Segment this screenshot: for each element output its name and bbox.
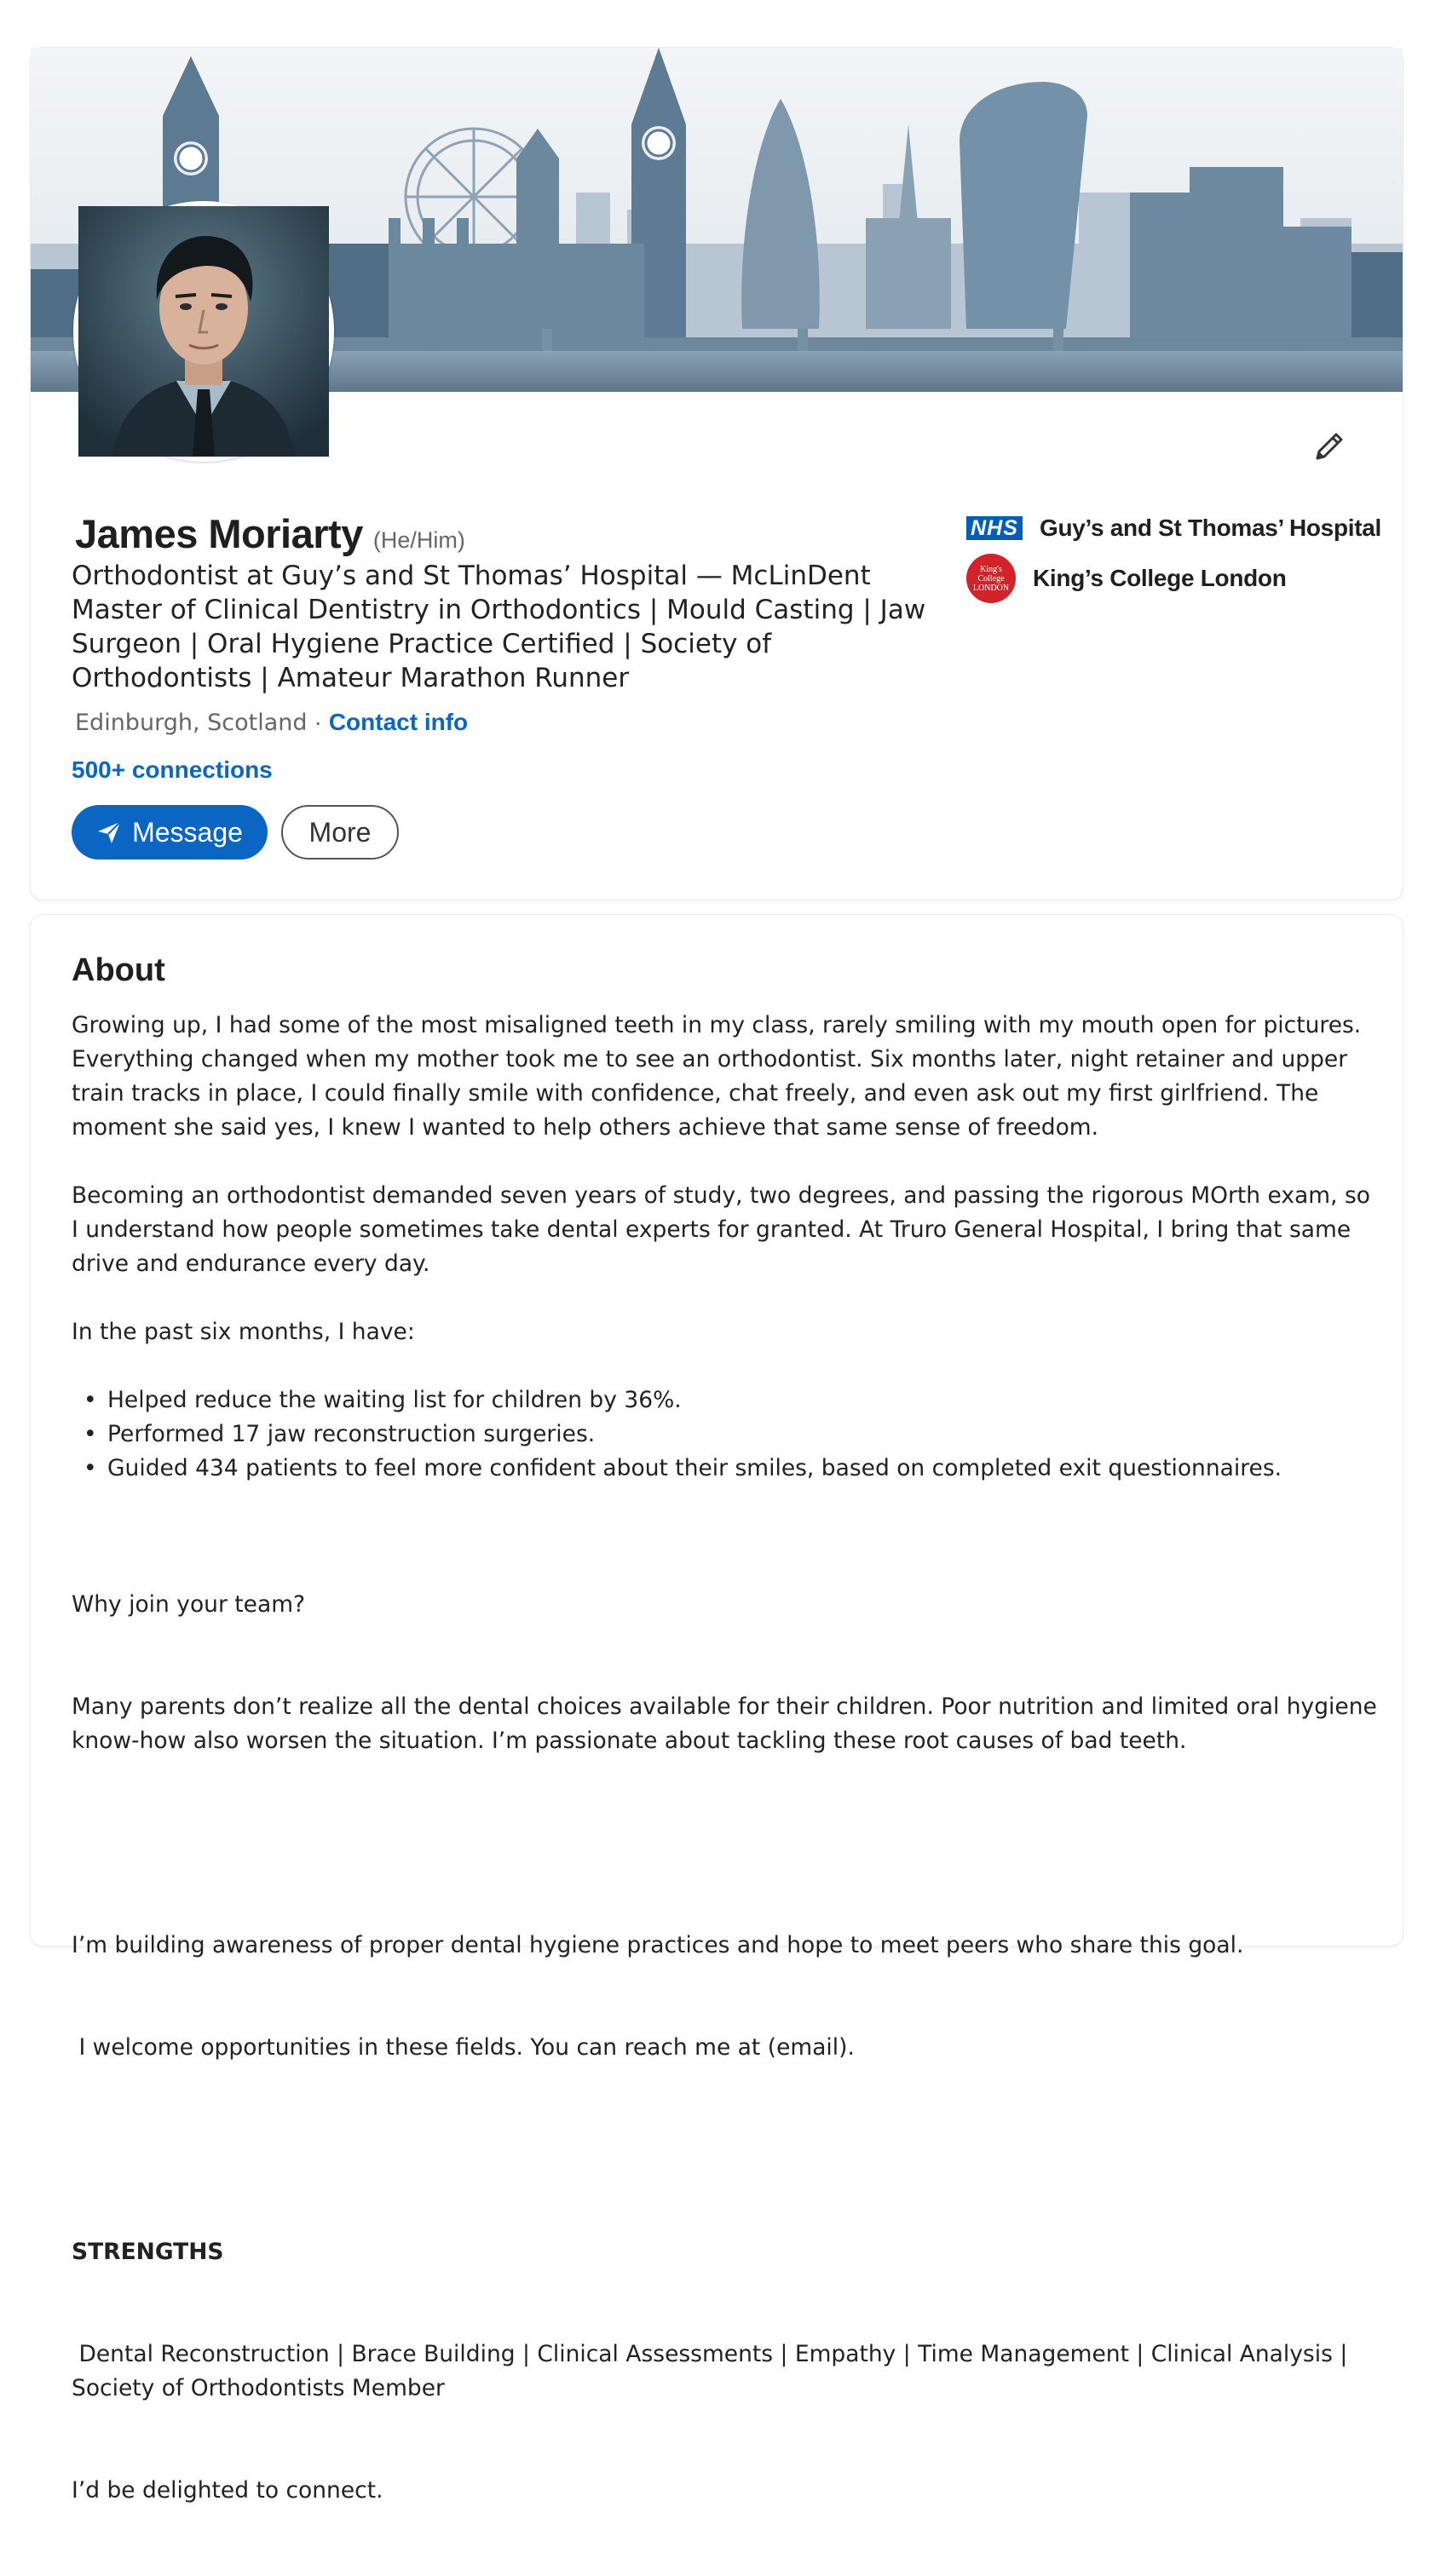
why-join-heading: Why join your team?: [72, 1591, 306, 1618]
why-join-block: [72, 1520, 1384, 1826]
edit-profile-button[interactable]: [1304, 421, 1355, 472]
profile-headline: Orthodontist at Guy’s and St Thomas’ Hospital — McLinDent Master of Clinical Dentistry in Orthodontics | Mould Casting | Jaw Surgeon | Oral Hygiene Practice Certified | Society of Orthodontists | Amateur Marathon Runner: [72, 561, 926, 693]
profile-name: James Moriarty: [75, 511, 363, 556]
separator-dot: ·: [314, 709, 322, 735]
about-body: [72, 1009, 1384, 2576]
nhs-logo: NHS: [966, 516, 1023, 540]
contact-info-link[interactable]: Contact info: [328, 709, 469, 735]
list-item: • Helped reduce the waiting list for children by 36%.: [107, 1383, 1384, 1417]
pencil-icon: [1311, 428, 1348, 465]
more-button[interactable]: More: [281, 805, 399, 860]
closing-line: I’d be delighted to connect.: [72, 2477, 383, 2504]
kings-college-logo: [966, 554, 1016, 603]
strengths-heading: STRENGTHS: [72, 2239, 224, 2265]
about-paragraph: Becoming an orthodontist demanded seven years of study, two degrees, and passing the rigorous MOrth exam, so I understand how people sometimes take dental experts for granted. At Truro General Hospital, I bring that same drive and endurance every day.: [72, 1182, 1378, 1277]
connections-link[interactable]: 500+ connections: [72, 756, 273, 783]
list-item: • Performed 17 jaw reconstruction surgeries.: [107, 1417, 1384, 1452]
location-row: [75, 709, 468, 736]
about-paragraph: I welcome opportunities in these fields. You can reach me at (email).: [72, 2034, 855, 2061]
send-icon: [96, 819, 122, 845]
list-item: • Guided 434 patients to feel more confident about their smiles, based on completed exit questionnaires.: [107, 1452, 1384, 1486]
pronouns: (He/Him): [372, 527, 465, 553]
strengths-list: Dental Reconstruction | Brace Building | Clinical Assessments | Empathy | Time Management | Clinical Analysis | Society of Orthodontists Member: [72, 2341, 1355, 2401]
about-paragraph: Growing up, I had some of the most misaligned teeth in my class, rarely smiling with my mouth open for pictures. Everything changed when my mother took me to see an orthodontist. Six months later, night retainer and upper train tracks in place, I could finally smile with confidence, chat freely, and even ask out my first girlfriend. The moment she said yes, I knew I wanted to help others achieve that same sense of freedom.: [72, 1012, 1369, 1141]
about-paragraph: Many parents don’t realize all the dental choices available for their children. Poor nutrition and limited oral hygiene know-how also worsen the situation. I’m passionate about tackling these root causes of bad teeth.: [72, 1693, 1385, 1754]
about-paragraph: I’m building awareness of proper dental hygiene practices and hope to meet peers who share this goal.: [72, 1932, 1244, 1958]
message-button-label: Message: [132, 816, 243, 848]
message-button[interactable]: [72, 805, 268, 860]
location: Edinburgh, Scotland: [75, 709, 308, 736]
kings-college-logo-text: King's College LONDON: [972, 564, 1010, 593]
outreach-block: [72, 1860, 1384, 2133]
achievements-list: [72, 1383, 1384, 1486]
about-title: About: [72, 952, 165, 988]
about-paragraph: In the past six months, I have:: [72, 1319, 415, 1345]
org-name: Guy’s and St Thomas’ Hospital: [1040, 515, 1382, 541]
avatar[interactable]: [73, 201, 334, 462]
name-row: [75, 510, 465, 557]
profile-card: [31, 48, 1403, 900]
about-card: [31, 915, 1403, 2504]
org-current-employer[interactable]: [966, 515, 1381, 542]
org-education[interactable]: [966, 554, 1287, 603]
org-name: King’s College London: [1033, 565, 1287, 591]
strengths-block: [72, 2167, 1384, 2576]
